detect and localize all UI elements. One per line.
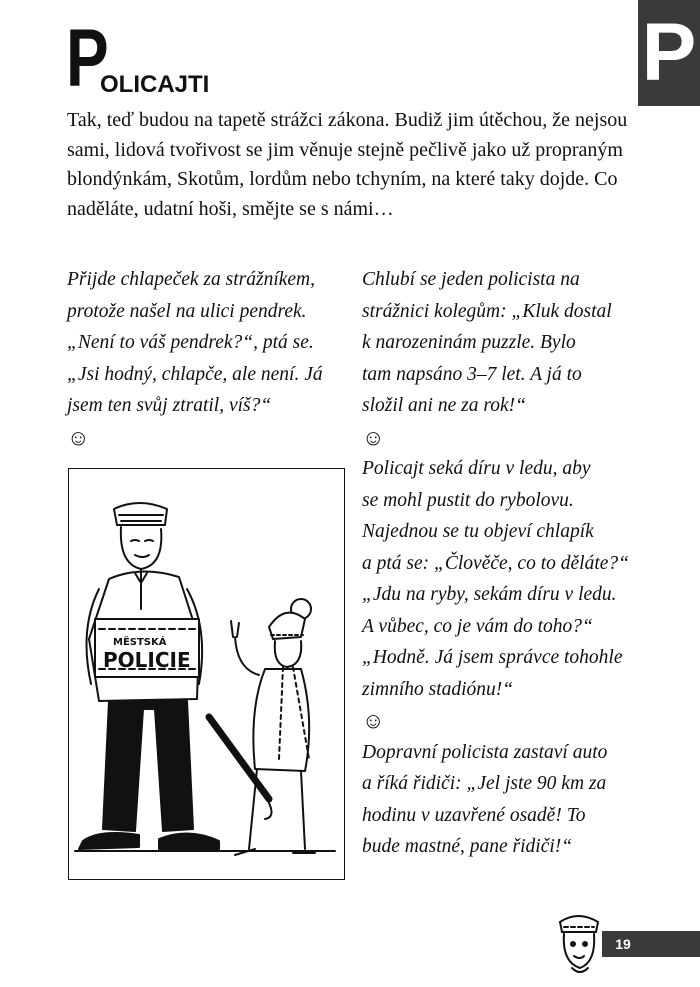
page-number-bar — [602, 931, 700, 957]
smiley-icon: ☺ — [67, 424, 90, 450]
left-column — [67, 264, 352, 453]
chapter-letter-tab: P — [638, 0, 700, 106]
joke-2: Chlubí se jeden policista na strážnici kolegům: „Kluk dostal k narozeninám puzzle. Bylo tam napsáno 3–7 let. A já to složil ani ne za rok!“ — [362, 269, 612, 416]
policeman-mascot-icon — [552, 908, 604, 980]
smiley-icon: ☺ — [362, 708, 385, 733]
smiley-icon: ☺ — [362, 424, 385, 450]
joke-1: Přijde chlapeček za strážníkem, protože našel na ulici pendrek. „Není to váš pendrek?“, ptá se. „Jsi hodný, chlapče, ale není. Já jsem ten svůj ztratil, víš?“ — [67, 269, 323, 416]
joke-4: Dopravní policista zastaví auto a říká řidiči: „Jel jste 90 km za hodinu v uzavřené osadě! To bude mastné, pane řidiči!“ — [362, 741, 608, 857]
police-cartoon-illustration — [68, 468, 345, 880]
intro-paragraph: Tak, teď budou na tapetě strážci zákona. Budiž jim útěchou, že nejsou sami, lidová tvořivost se jim věnuje stejně pečlivě jako už propraným blondýnkám, Skotům, lordům nebo tchyním, na které taky dojde. Co naděláte, udatní hoši, smějte se s námi… — [67, 109, 628, 220]
joke-3: Policajt seká díru v ledu, aby se mohl pustit do rybolovu. Najednou se tu objeví chlapík a ptá se: „Člověče, co to děláte?“ „Jdu na ryby, sekám díru v ledu. A vůbec, co je vám do toho?“ „Hodně. Já jsem správce tohohle zimního stadiónu!“ — [362, 458, 629, 700]
title-initial: P — [66, 13, 109, 104]
right-column — [362, 264, 652, 863]
page-number: 19 — [615, 936, 631, 952]
sign-main-text: POLICIE — [103, 648, 191, 672]
title-rest: OLICAJTI — [100, 71, 210, 98]
sign-top-text: MĚSTSKÁ — [113, 637, 167, 648]
cartoon-drawing — [69, 469, 343, 878]
